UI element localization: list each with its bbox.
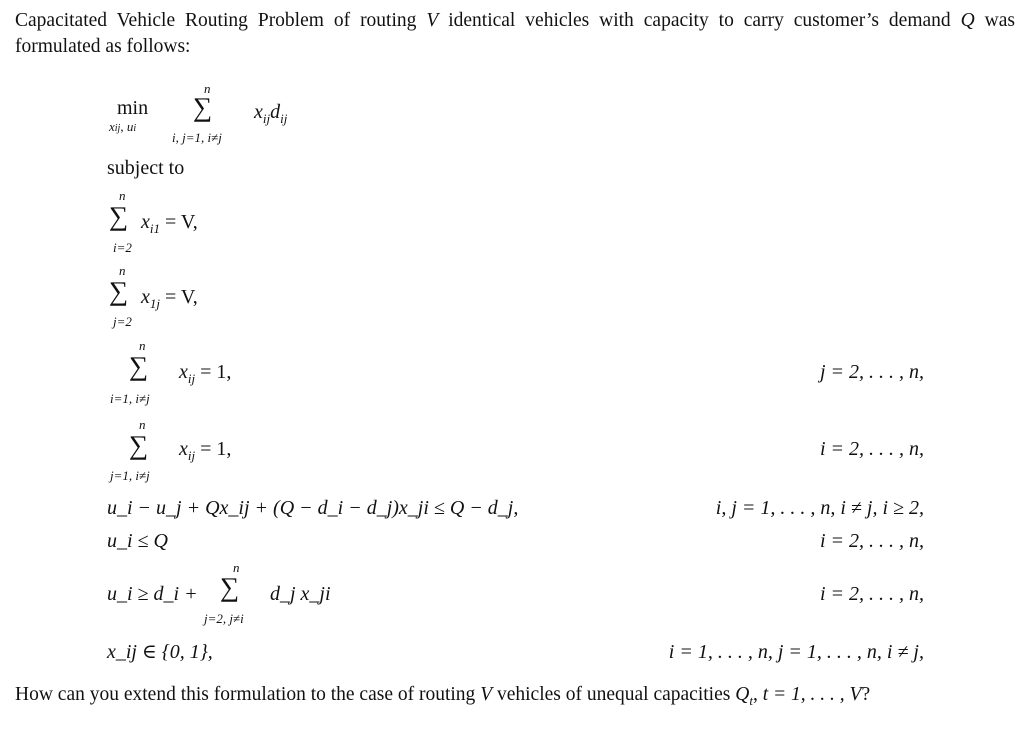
- question-mark: ?: [861, 684, 871, 705]
- objective-sum-lower: i, j=1, i≠j: [172, 130, 222, 145]
- c2-lower: j=2: [113, 314, 132, 329]
- c7-lower: j=2, j≠i: [204, 611, 244, 626]
- c4-condition: i = 2, . . . , n,: [819, 438, 924, 460]
- question-text-2: vehicles of unequal capacities: [492, 684, 736, 705]
- c8-condition: i = 1, . . . , n, j = 1, . . . , n, i ≠ j,: [668, 641, 924, 663]
- c8-expr: x_ij ∈ {0, 1},: [107, 641, 213, 663]
- c7-condition: i = 2, . . . , n,: [819, 583, 924, 605]
- min-operator: min: [117, 97, 149, 119]
- c7-upper: n: [233, 560, 240, 575]
- question-var-q: Q: [735, 684, 750, 705]
- question-var-q-sub: t: [749, 693, 753, 708]
- intro-text-1: Capacitated Vehicle Routing Problem of routing: [15, 10, 427, 31]
- question-var-v: V: [480, 684, 493, 705]
- intro-paragraph: [15, 8, 1015, 60]
- objective-sum-upper: n: [204, 81, 211, 96]
- c5-expr: u_i − u_j + Qx_ij + (Q − d_i − d_j)x_ji ≤ Q − d_j,: [107, 497, 519, 519]
- question-paragraph: [15, 682, 1015, 709]
- c7-lhs: u_i ≥ d_i +: [107, 583, 198, 605]
- c1-expr: $x_{i1} = V$,: [141, 211, 198, 236]
- c2-sum-symbol: ∑: [109, 276, 129, 306]
- c6-expr: u_i ≤ Q: [107, 530, 168, 552]
- objective-term: $x_{ij}d_{ij}$: [254, 101, 288, 126]
- c2-upper: n: [119, 263, 126, 278]
- intro-var-q: Q: [960, 10, 975, 31]
- c1-upper: n: [119, 188, 126, 203]
- question-comma: ,: [752, 684, 763, 705]
- c6-condition: i = 2, . . . , n,: [819, 530, 924, 552]
- c4-lower: j=1, i≠j: [110, 468, 150, 483]
- c3-expr: $x_{ij} = 1$,: [179, 361, 232, 386]
- intro-text-3: was formulated as follows:: [15, 10, 1015, 57]
- c7-term: d_j x_ji: [270, 583, 331, 605]
- intro-var-v: V: [426, 10, 439, 31]
- c1-lower: i=2: [113, 240, 132, 255]
- subject-to-label: subject to: [107, 157, 185, 179]
- c4-sum-symbol: ∑: [129, 430, 149, 460]
- c5-condition: i, j = 1, . . . , n, i ≠ j, i ≥ 2,: [715, 497, 924, 519]
- c3-condition: j = 2, . . . , n,: [819, 361, 924, 383]
- min-subscript: xij, ui: [109, 119, 137, 134]
- c7-sum-symbol: ∑: [220, 572, 240, 602]
- c3-upper: n: [139, 338, 146, 353]
- c4-upper: n: [139, 417, 146, 432]
- c3-sum-symbol: ∑: [129, 351, 149, 381]
- c2-expr: $x_{1j} = V$,: [141, 286, 198, 311]
- objective-sum-symbol: ∑: [193, 92, 213, 122]
- c3-lower: i=1, i≠j: [110, 391, 150, 406]
- question-text-1: How can you extend this formulation to the case of routing: [15, 684, 481, 705]
- intro-text-2: identical vehicles with capacity to carry customer’s demand: [438, 10, 961, 31]
- c1-sum-symbol: ∑: [109, 201, 129, 231]
- question-t-range: t = 1, . . . , V: [762, 684, 862, 705]
- c4-expr: $x_{ij} = 1$,: [179, 438, 232, 463]
